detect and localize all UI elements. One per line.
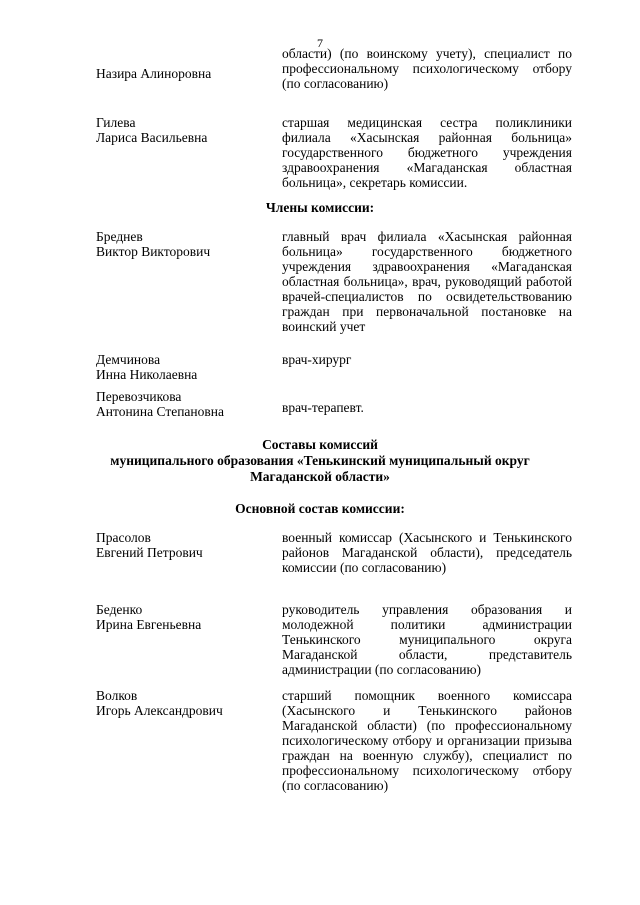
section-title	[0, 437, 640, 485]
member-name	[96, 229, 276, 259]
members-heading: Члены комиссии:	[265, 200, 375, 215]
member-name-line: Евгений Петрович	[96, 545, 203, 560]
member-name-line: Демчинова	[96, 352, 161, 367]
member-role: врач-хирург	[282, 352, 352, 367]
member-role: главный врач филиала «Хасынская районная больница» государственного бюджетного учреждения здравоохранения «Магаданская областная больница», врач, руководящий работой врачей-специалистов по освидетельствованию граждан при первоначальной постановке на воинский учет	[282, 229, 572, 334]
main-composition-heading: Основной состав комиссии:	[235, 501, 405, 516]
member-name-line: Игорь Александрович	[96, 703, 223, 718]
member-role: старший помощник военного комиссара (Хасынского и Тенькинского районов Магаданской области) (по профессиональному психологическому отбору и организации призыва граждан на военную службу), специалист по профессиональному психологическому отбору (по согласованию)	[282, 688, 572, 793]
member-name-line: Инна Николаевна	[96, 367, 198, 382]
member-name	[96, 688, 276, 718]
member-name	[96, 352, 276, 382]
member-name-line: Перевозчикова	[96, 389, 182, 404]
member-name	[96, 389, 276, 419]
member-name-line: Лариса Васильевна	[96, 130, 208, 145]
member-name	[96, 530, 276, 560]
member-role: врач-терапевт.	[282, 400, 364, 415]
member-name	[96, 115, 276, 145]
member-name-line: Гилева	[96, 115, 136, 130]
section-title-line: муниципального образования «Тенькинский муниципальный округ	[110, 453, 530, 468]
member-name-line: Прасолов	[96, 530, 151, 545]
member-name	[96, 66, 276, 81]
member-name-line: Антонина Степановна	[96, 404, 224, 419]
member-name-line: Ирина Евгеньевна	[96, 617, 202, 632]
section-title-line: Составы комиссий	[262, 437, 378, 452]
member-name	[96, 602, 276, 632]
member-role: старшая медицинская сестра поликлиники филиала «Хасынская районная больница» государственного бюджетного учреждения здравоохранения «Магаданская областная больница», секретарь комиссии.	[282, 115, 572, 190]
member-name-line: Бреднев	[96, 229, 143, 244]
member-name-line: Волков	[96, 688, 138, 703]
member-role: руководитель управления образования и молодежной политики администрации Тенькинского муниципального округа Магаданской области, представитель администрации (по согласованию)	[282, 602, 572, 677]
member-role: военный комиссар (Хасынского и Тенькинского районов Магаданской области), председатель комиссии (по согласованию)	[282, 530, 572, 575]
member-name-line: Беденко	[96, 602, 143, 617]
page-number: 7	[317, 36, 323, 50]
member-role: области) (по воинскому учету), специалист по профессиональному психологическому отбору (по согласованию)	[282, 46, 572, 91]
member-name-line: Назира Алиноровна	[96, 66, 212, 81]
member-name-line: Виктор Викторович	[96, 244, 211, 259]
section-title-line: Магаданской области»	[250, 469, 390, 484]
